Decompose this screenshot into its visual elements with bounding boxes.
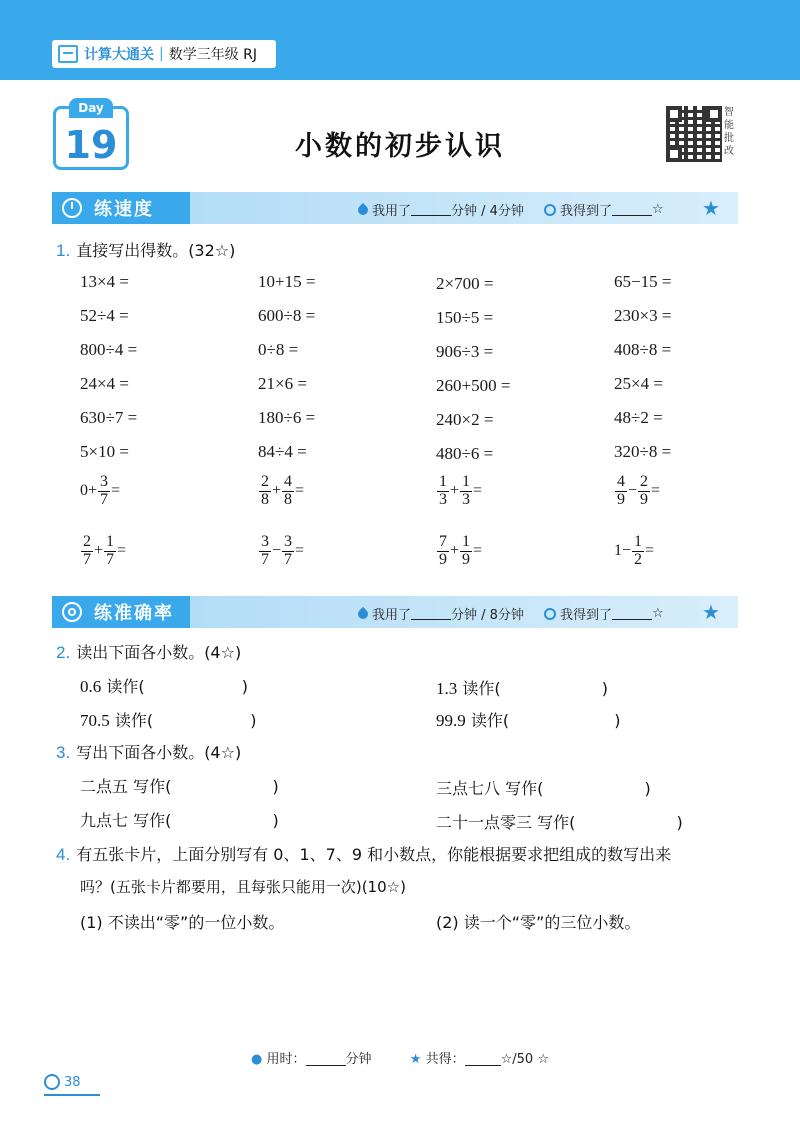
equation: 180÷6 = [258,408,316,427]
equation: 408÷8 = [614,340,672,359]
fraction-equation [80,474,120,509]
fraction-prefix: 1− [614,542,632,560]
numerator: 3 [284,533,293,550]
equation: 52÷4 = [80,306,129,325]
write-item [436,810,683,833]
fraction-equation [258,534,304,569]
read-item [436,676,608,699]
fraction-equation [80,534,126,569]
read-label: 读作( [106,677,145,696]
equals-sign: = [651,482,661,500]
equation: 800÷4 = [80,340,138,359]
operator: + [450,542,460,560]
clock-icon: ● [251,1052,263,1067]
close-paren: ) [614,711,621,730]
fraction-equation [614,474,660,509]
fraction [460,534,472,569]
question-2-number: 2. [56,643,71,662]
time-used-blank[interactable] [411,204,451,216]
read-item [80,674,248,697]
denominator: 7 [284,550,293,568]
numerator: 3 [261,533,269,550]
fraction [259,534,271,569]
fraction [437,474,449,509]
question-3-text: 写出下面各小数。(4☆) [76,743,242,762]
write-item [436,776,651,799]
denominator: 2 [634,550,643,568]
write-label: 三点七八 写作( [436,779,544,798]
section-speed-bar [52,192,738,224]
time-unit-label: 分钟 / 8分钟 [451,608,524,623]
time-used-label: 我用了 [372,204,412,219]
close-paren: ) [601,679,608,698]
close-paren: ) [250,711,257,730]
section-accuracy-meta [358,604,664,623]
qr-caption [724,106,738,158]
footer-score-blank[interactable] [465,1054,501,1066]
denominator: 9 [439,550,447,568]
section-accuracy-bar [52,596,738,628]
operator: − [628,482,638,500]
target-icon [62,602,82,622]
day-number: 19 [64,123,118,167]
numerator: 4 [617,473,625,490]
equation: 48÷2 = [614,408,663,427]
equals-sign: = [117,542,127,560]
denominator: 7 [261,550,269,568]
numerator: 4 [284,473,293,490]
fraction [460,474,472,509]
series-grade: 数学三年级 RJ [168,47,258,63]
qr-caption-char: 改 [724,146,734,157]
footer-time-unit: 分钟 [345,1052,372,1067]
qr-caption-char: 批 [724,133,734,144]
qr-caption-char: 能 [724,120,734,131]
score-got-blank[interactable] [612,608,652,620]
close-paren: ) [272,777,279,796]
equation: 5×10 = [80,442,129,461]
equals-sign: = [473,482,483,500]
star-icon: ★ [409,1052,422,1067]
denominator: 7 [106,550,115,568]
fraction-prefix: 0+ [80,482,98,500]
denominator: 7 [83,550,91,568]
time-used-blank[interactable] [411,608,451,620]
read-label: 读作( [114,711,154,730]
timer-drop-icon [356,202,370,216]
equation: 24×4 = [80,374,129,393]
equation: 10+15 = [258,272,316,291]
equals-sign: = [111,482,121,500]
denominator: 9 [617,490,625,508]
denominator: 8 [284,490,293,508]
question-4-text-line1: 有五张卡片，上面分别写有 0、1、7、9 和小数点，你能根据要求把组成的数写出来 [76,845,672,864]
fraction-equation [614,534,654,569]
footer-time-label: 用时： [266,1052,306,1067]
denominator: 7 [100,490,109,508]
numerator: 3 [100,473,109,490]
numerator: 1 [462,533,471,550]
page-number-underline [44,1094,100,1096]
equation: 230×3 = [614,306,672,325]
fraction-equation [436,474,482,509]
operator: − [272,542,282,560]
fraction-equation [258,474,304,509]
denominator: 8 [261,490,269,508]
decimal-number: 99.9 [436,711,466,730]
qr-caption-char: 智 [724,107,734,118]
score-star: ☆ [651,202,664,217]
time-used-label: 我用了 [372,608,412,623]
page-title: 小数的初步认识 [295,131,505,162]
fraction [104,534,116,569]
fraction [81,534,93,569]
question-1-number: 1. [56,241,71,260]
numerator: 1 [462,473,471,490]
page-number-block [44,1074,81,1090]
fraction [632,534,644,569]
section-speed-tab [52,192,190,224]
question-4-title [56,842,671,865]
close-paren: ) [272,811,279,830]
equals-sign: = [645,542,655,560]
denominator: 9 [640,490,649,508]
read-label: 读作( [470,711,510,730]
operator: + [272,482,282,500]
equation: 84÷4 = [258,442,307,461]
equation: 480÷6 = [436,444,494,463]
equation: 320÷8 = [614,442,672,461]
write-item [80,774,279,797]
star-badge-icon: ★ [702,196,720,220]
numerator: 1 [634,533,643,550]
equation: 906÷3 = [436,342,494,361]
equals-sign: = [473,542,483,560]
page-number: 38 [64,1074,81,1090]
footer-summary [0,1048,800,1067]
equation: 240×2 = [436,410,494,429]
score-got-label: 我得到了 [559,608,612,623]
fraction [638,474,650,509]
fraction [437,534,449,569]
qr-code-icon[interactable] [666,106,722,162]
score-got-label: 我得到了 [559,204,612,219]
check-circle-icon [544,204,556,216]
equation: 25×4 = [614,374,663,393]
equation: 21×6 = [258,374,307,393]
equals-sign: = [295,542,305,560]
footer-time-blank[interactable] [306,1054,346,1066]
footer-score-label: 共得： [425,1052,465,1067]
check-circle-icon [544,608,556,620]
close-paren: ) [676,813,683,832]
book-icon [58,45,78,63]
operator: + [450,482,460,500]
fraction [615,474,627,509]
equation: 13×4 = [80,272,129,291]
timer-drop-icon [356,606,370,620]
fraction [282,474,294,509]
equation: 0÷8 = [258,340,299,359]
time-unit-label: 分钟 / 4分钟 [451,204,524,219]
numerator: 2 [83,533,91,550]
question-3-number: 3. [56,743,71,762]
read-label: 读作( [462,679,501,698]
fraction [282,534,294,569]
read-item [436,708,620,731]
write-label: 二十一点零三 写作( [436,813,576,832]
question-4-number: 4. [56,845,71,864]
equation: 600÷8 = [258,306,316,325]
equation: 630÷7 = [80,408,138,427]
question-1-text: 直接写出得数。(32☆) [76,241,236,260]
section-speed-meta [358,200,664,219]
denominator: 9 [462,550,471,568]
footer-score-total: ☆/50 ☆ [500,1052,549,1067]
equation: 65−15 = [614,272,672,291]
numerator: 1 [106,533,115,550]
denominator: 3 [439,490,447,508]
section-speed-title: 练速度 [94,199,154,220]
section-accuracy-title: 练准确率 [94,603,174,624]
section-accuracy-tab [52,596,190,628]
numerator: 7 [439,533,447,550]
decimal-number: 1.3 [436,679,458,698]
question-2-text: 读出下面各小数。(4☆) [76,643,242,662]
close-paren: ) [241,677,248,696]
numerator: 1 [439,473,447,490]
decimal-number: 70.5 [80,711,110,730]
write-label: 九点七 写作( [80,811,172,830]
close-paren: ) [644,779,651,798]
fraction [259,474,271,509]
question-3-title [56,740,241,763]
day-label: Day [69,98,113,118]
denominator: 3 [462,490,471,508]
series-brand: 计算大通关 [84,47,154,63]
star-badge-icon: ★ [702,600,720,624]
equation: 150÷5 = [436,308,494,327]
numerator: 2 [640,473,649,490]
score-got-blank[interactable] [612,204,652,216]
score-star: ☆ [651,606,664,621]
equation: 260+500 = [436,376,511,395]
series-separator: | [159,46,164,62]
sun-icon [44,1074,60,1090]
fraction-equation [436,534,482,569]
numerator: 2 [261,473,269,490]
fraction [98,474,110,509]
read-item [80,708,256,731]
operator: + [94,542,104,560]
write-label: 二点五 写作( [80,777,172,796]
question-2-title [56,640,241,663]
series-label [52,40,276,68]
question-4-sub-2: (2) 读一个“零”的三位小数。 [436,913,641,932]
equation: 2×700 = [436,274,494,293]
question-4-text-line2: 吗？(五张卡片都要用，且每张只能用一次)(10☆) [80,878,406,896]
write-item [80,808,279,831]
decimal-number: 0.6 [80,677,102,696]
question-4-sub-1: (1) 不读出“零”的一位小数。 [80,913,285,932]
stopwatch-icon [62,198,82,218]
question-1-title [56,238,235,261]
equals-sign: = [295,482,305,500]
top-banner [0,0,800,80]
